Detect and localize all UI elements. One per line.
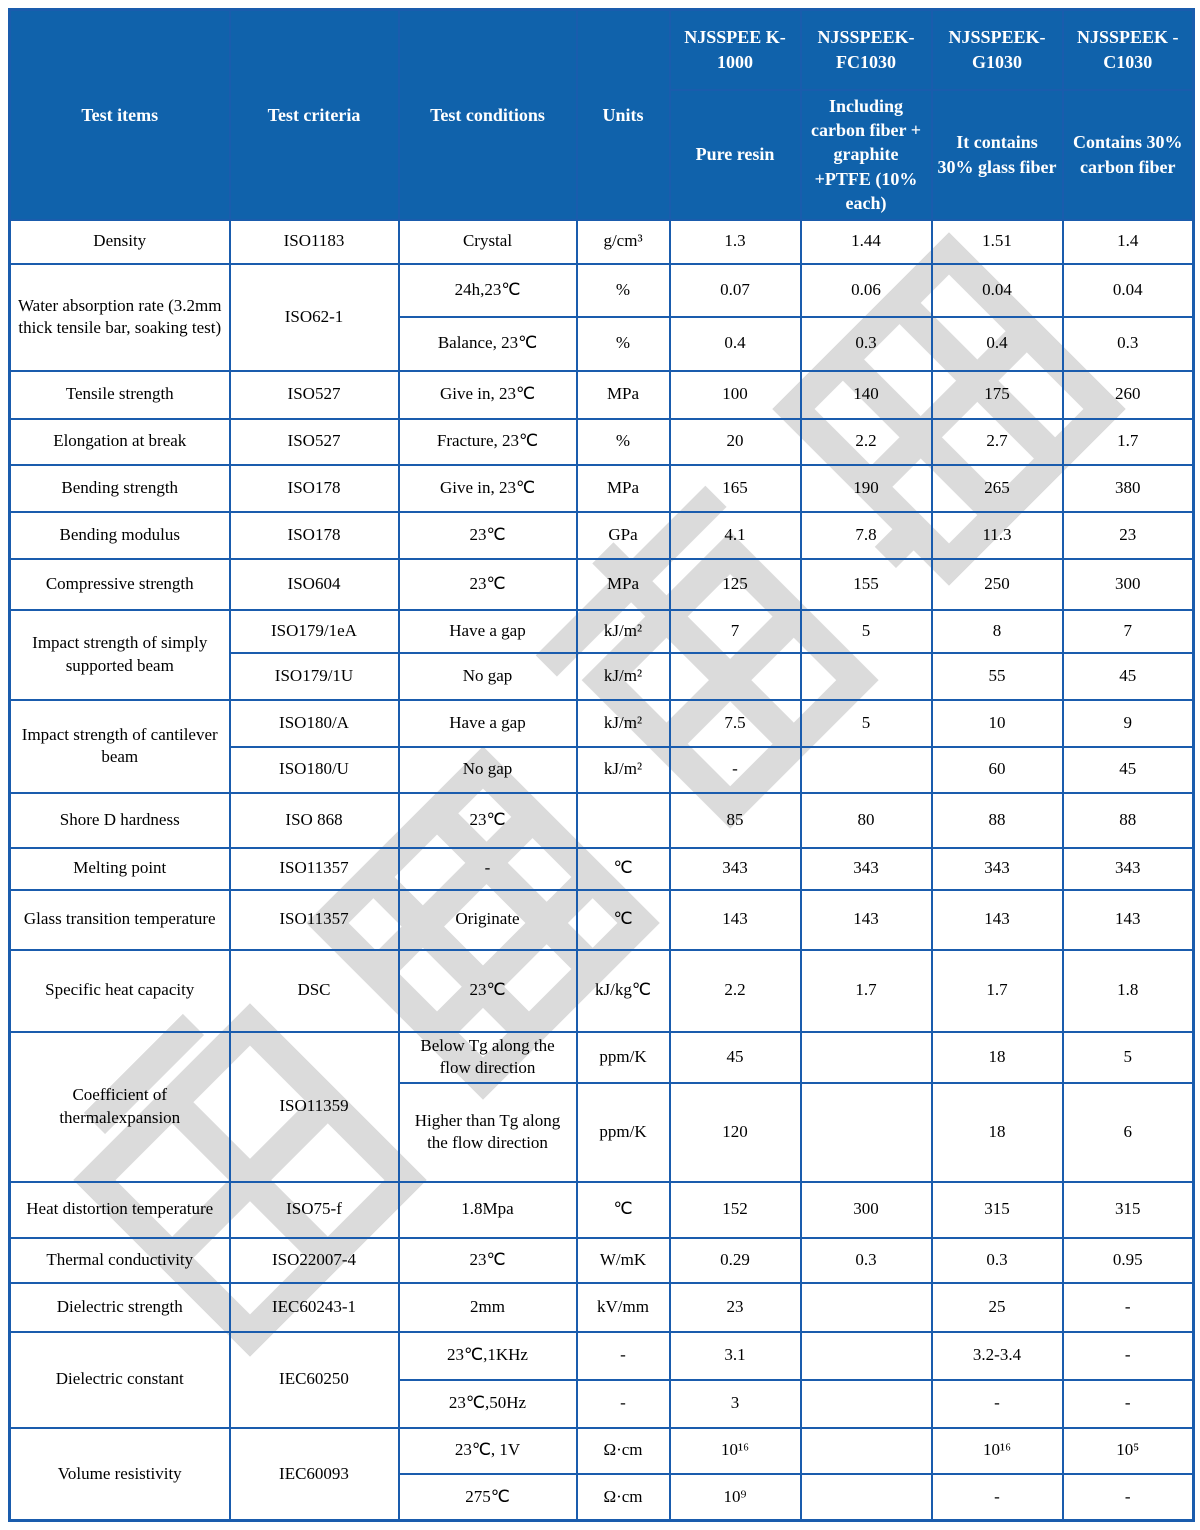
value-cell: 85: [670, 793, 801, 848]
header-test-conditions: Test conditions: [399, 10, 577, 220]
value-cell: 88: [1063, 793, 1194, 848]
header-product-desc: Including carbon fiber + graphite +PTFE (10% each): [801, 90, 932, 220]
units-cell: ℃: [577, 1182, 670, 1238]
table-row: [10, 1182, 1194, 1238]
item-cell: Bending modulus: [10, 512, 230, 559]
value-cell: 10⁹: [670, 1474, 801, 1521]
value-cell: 45: [1063, 653, 1194, 700]
units-cell: kJ/m²: [577, 653, 670, 700]
value-cell: 60: [932, 747, 1063, 793]
value-cell: -: [670, 747, 801, 793]
value-cell: 0.4: [670, 317, 801, 371]
units-cell: MPa: [577, 559, 670, 610]
item-cell: Elongation at break: [10, 419, 230, 465]
condition-cell: Higher than Tg along the flow direction: [399, 1083, 577, 1182]
table-row: [10, 220, 1194, 264]
item-cell: Melting point: [10, 848, 230, 890]
condition-cell: Have a gap: [399, 610, 577, 653]
value-cell: 300: [1063, 559, 1194, 610]
criteria-cell: DSC: [230, 950, 399, 1032]
units-cell: MPa: [577, 465, 670, 512]
criteria-cell: IEC60250: [230, 1332, 399, 1428]
item-cell: Compressive strength: [10, 559, 230, 610]
value-cell: 8: [932, 610, 1063, 653]
value-cell: 380: [1063, 465, 1194, 512]
condition-cell: -: [399, 848, 577, 890]
table-row: [10, 610, 1194, 653]
value-cell: 20: [670, 419, 801, 465]
value-cell: 143: [932, 890, 1063, 950]
value-cell: 152: [670, 1182, 801, 1238]
condition-cell: 2mm: [399, 1283, 577, 1332]
value-cell: 343: [932, 848, 1063, 890]
item-cell: Density: [10, 220, 230, 264]
item-cell: Thermal conductivity: [10, 1238, 230, 1283]
value-cell: [801, 1032, 932, 1083]
header-row-products: [10, 10, 1194, 90]
value-cell: 155: [801, 559, 932, 610]
criteria-cell: ISO178: [230, 512, 399, 559]
criteria-cell: ISO 868: [230, 793, 399, 848]
value-cell: 18: [932, 1083, 1063, 1182]
value-cell: 140: [801, 371, 932, 419]
condition-cell: Originate: [399, 890, 577, 950]
value-cell: [801, 1283, 932, 1332]
units-cell: g/cm³: [577, 220, 670, 264]
value-cell: 88: [932, 793, 1063, 848]
value-cell: 1.8: [1063, 950, 1194, 1032]
value-cell: -: [932, 1474, 1063, 1521]
value-cell: 11.3: [932, 512, 1063, 559]
condition-cell: 23℃: [399, 793, 577, 848]
value-cell: 5: [801, 700, 932, 747]
value-cell: [801, 1428, 932, 1474]
value-cell: 4.1: [670, 512, 801, 559]
value-cell: 1.3: [670, 220, 801, 264]
table-row: [10, 512, 1194, 559]
header-test-criteria: Test criteria: [230, 10, 399, 220]
value-cell: [670, 653, 801, 700]
criteria-cell: ISO62-1: [230, 264, 399, 371]
value-cell: 315: [932, 1182, 1063, 1238]
item-cell: Heat distortion temperature: [10, 1182, 230, 1238]
condition-cell: Crystal: [399, 220, 577, 264]
value-cell: 5: [1063, 1032, 1194, 1083]
criteria-cell: ISO180/A: [230, 700, 399, 747]
header-product-desc: It contains 30% glass fiber: [932, 90, 1063, 220]
value-cell: [801, 1380, 932, 1428]
value-cell: 0.3: [1063, 317, 1194, 371]
header-product-desc: Contains 30% carbon fiber: [1063, 90, 1194, 220]
value-cell: 7.8: [801, 512, 932, 559]
item-cell: Dielectric strength: [10, 1283, 230, 1332]
value-cell: [801, 1083, 932, 1182]
value-cell: -: [932, 1380, 1063, 1428]
value-cell: 0.29: [670, 1238, 801, 1283]
value-cell: 175: [932, 371, 1063, 419]
criteria-cell: ISO11357: [230, 890, 399, 950]
value-cell: 265: [932, 465, 1063, 512]
value-cell: [801, 1332, 932, 1380]
units-cell: kJ/m²: [577, 610, 670, 653]
table-row: [10, 1238, 1194, 1283]
units-cell: %: [577, 317, 670, 371]
value-cell: 3.2-3.4: [932, 1332, 1063, 1380]
value-cell: 0.3: [801, 1238, 932, 1283]
condition-cell: No gap: [399, 653, 577, 700]
value-cell: 6: [1063, 1083, 1194, 1182]
condition-cell: Fracture, 23℃: [399, 419, 577, 465]
criteria-cell: ISO527: [230, 371, 399, 419]
units-cell: GPa: [577, 512, 670, 559]
value-cell: 0.04: [932, 264, 1063, 317]
table-header: [10, 10, 1194, 220]
condition-cell: 23℃: [399, 950, 577, 1032]
criteria-cell: ISO22007-4: [230, 1238, 399, 1283]
criteria-cell: ISO11359: [230, 1032, 399, 1182]
criteria-cell: ISO75-f: [230, 1182, 399, 1238]
units-cell: ppm/K: [577, 1083, 670, 1182]
value-cell: 0.3: [801, 317, 932, 371]
condition-cell: Give in, 23℃: [399, 371, 577, 419]
header-product-name: NJSSPEEK -C1030: [1063, 10, 1194, 90]
value-cell: 5: [801, 610, 932, 653]
item-cell: Glass transition temperature: [10, 890, 230, 950]
value-cell: 45: [1063, 747, 1194, 793]
condition-cell: 23℃, 1V: [399, 1428, 577, 1474]
condition-cell: 23℃: [399, 559, 577, 610]
value-cell: 9: [1063, 700, 1194, 747]
table-row: [10, 559, 1194, 610]
criteria-cell: ISO1183: [230, 220, 399, 264]
value-cell: 3.1: [670, 1332, 801, 1380]
value-cell: 0.4: [932, 317, 1063, 371]
condition-cell: Have a gap: [399, 700, 577, 747]
units-cell: W/mK: [577, 1238, 670, 1283]
condition-cell: Give in, 23℃: [399, 465, 577, 512]
item-cell: Impact strength of cantilever beam: [10, 700, 230, 793]
value-cell: 143: [1063, 890, 1194, 950]
header-product-name: NJSSPEEK-FC1030: [801, 10, 932, 90]
value-cell: 7: [670, 610, 801, 653]
units-cell: kJ/m²: [577, 747, 670, 793]
value-cell: 0.95: [1063, 1238, 1194, 1283]
units-cell: ℃: [577, 890, 670, 950]
header-test-items: Test items: [10, 10, 230, 220]
item-cell: Bending strength: [10, 465, 230, 512]
value-cell: 18: [932, 1032, 1063, 1083]
criteria-cell: ISO11357: [230, 848, 399, 890]
criteria-cell: IEC60243-1: [230, 1283, 399, 1332]
table-row: [10, 793, 1194, 848]
value-cell: 315: [1063, 1182, 1194, 1238]
table-row: [10, 465, 1194, 512]
units-cell: MPa: [577, 371, 670, 419]
table-row: [10, 371, 1194, 419]
header-product-name: NJSSPEE K-1000: [670, 10, 801, 90]
value-cell: [801, 747, 932, 793]
header-units: Units: [577, 10, 670, 220]
value-cell: 80: [801, 793, 932, 848]
criteria-cell: IEC60093: [230, 1428, 399, 1521]
item-cell: Volume resistivity: [10, 1428, 230, 1521]
value-cell: 190: [801, 465, 932, 512]
criteria-cell: ISO179/1eA: [230, 610, 399, 653]
criteria-cell: ISO179/1U: [230, 653, 399, 700]
value-cell: 3: [670, 1380, 801, 1428]
table-row: [10, 890, 1194, 950]
item-cell: Coefficient of thermalexpansion: [10, 1032, 230, 1182]
units-cell: -: [577, 1332, 670, 1380]
value-cell: -: [1063, 1474, 1194, 1521]
value-cell: 125: [670, 559, 801, 610]
value-cell: 120: [670, 1083, 801, 1182]
condition-cell: 23℃,1KHz: [399, 1332, 577, 1380]
value-cell: 23: [1063, 512, 1194, 559]
table-row: [10, 1332, 1194, 1380]
value-cell: 1.7: [1063, 419, 1194, 465]
criteria-cell: ISO178: [230, 465, 399, 512]
value-cell: -: [1063, 1380, 1194, 1428]
condition-cell: 23℃: [399, 1238, 577, 1283]
condition-cell: 275℃: [399, 1474, 577, 1521]
value-cell: 143: [670, 890, 801, 950]
units-cell: %: [577, 264, 670, 317]
value-cell: 45: [670, 1032, 801, 1083]
value-cell: 343: [670, 848, 801, 890]
value-cell: 1.7: [932, 950, 1063, 1032]
value-cell: 1.51: [932, 220, 1063, 264]
value-cell: [801, 653, 932, 700]
value-cell: 25: [932, 1283, 1063, 1332]
units-cell: kV/mm: [577, 1283, 670, 1332]
criteria-cell: ISO604: [230, 559, 399, 610]
value-cell: 1.44: [801, 220, 932, 264]
criteria-cell: ISO527: [230, 419, 399, 465]
item-cell: Tensile strength: [10, 371, 230, 419]
value-cell: 10¹⁶: [670, 1428, 801, 1474]
units-cell: %: [577, 419, 670, 465]
condition-cell: Balance, 23℃: [399, 317, 577, 371]
item-cell: Impact strength of simply supported beam: [10, 610, 230, 700]
table-row: [10, 1283, 1194, 1332]
value-cell: 260: [1063, 371, 1194, 419]
value-cell: 2.7: [932, 419, 1063, 465]
header-product-name: NJSSPEEK-G1030: [932, 10, 1063, 90]
condition-cell: 1.8Mpa: [399, 1182, 577, 1238]
condition-cell: 24h,23℃: [399, 264, 577, 317]
units-cell: [577, 793, 670, 848]
value-cell: 143: [801, 890, 932, 950]
table-row: [10, 1032, 1194, 1083]
condition-cell: No gap: [399, 747, 577, 793]
value-cell: 2.2: [801, 419, 932, 465]
value-cell: -: [1063, 1332, 1194, 1380]
value-cell: 7.5: [670, 700, 801, 747]
value-cell: 0.06: [801, 264, 932, 317]
criteria-cell: ISO180/U: [230, 747, 399, 793]
table-row: [10, 848, 1194, 890]
condition-cell: 23℃,50Hz: [399, 1380, 577, 1428]
value-cell: 165: [670, 465, 801, 512]
header-product-desc: Pure resin: [670, 90, 801, 220]
value-cell: 1.7: [801, 950, 932, 1032]
units-cell: Ω·cm: [577, 1474, 670, 1521]
value-cell: 55: [932, 653, 1063, 700]
units-cell: kJ/m²: [577, 700, 670, 747]
value-cell: 7: [1063, 610, 1194, 653]
units-cell: ℃: [577, 848, 670, 890]
value-cell: 2.2: [670, 950, 801, 1032]
value-cell: 1.4: [1063, 220, 1194, 264]
value-cell: 0.04: [1063, 264, 1194, 317]
value-cell: 100: [670, 371, 801, 419]
value-cell: 250: [932, 559, 1063, 610]
units-cell: Ω·cm: [577, 1428, 670, 1474]
value-cell: -: [1063, 1283, 1194, 1332]
item-cell: Shore D hardness: [10, 793, 230, 848]
value-cell: 10¹⁶: [932, 1428, 1063, 1474]
value-cell: 10: [932, 700, 1063, 747]
table-row: [10, 419, 1194, 465]
value-cell: 10⁵: [1063, 1428, 1194, 1474]
value-cell: [801, 1474, 932, 1521]
value-cell: 23: [670, 1283, 801, 1332]
item-cell: Dielectric constant: [10, 1332, 230, 1428]
value-cell: 343: [801, 848, 932, 890]
value-cell: 343: [1063, 848, 1194, 890]
table-row: [10, 1428, 1194, 1474]
table-row: [10, 264, 1194, 317]
item-cell: Water absorption rate (3.2mm thick tensile bar, soaking test): [10, 264, 230, 371]
units-cell: -: [577, 1380, 670, 1428]
condition-cell: 23℃: [399, 512, 577, 559]
units-cell: ppm/K: [577, 1032, 670, 1083]
value-cell: 0.07: [670, 264, 801, 317]
condition-cell: Below Tg along the flow direction: [399, 1032, 577, 1083]
table-row: [10, 700, 1194, 747]
spec-table: [8, 8, 1195, 1522]
value-cell: 300: [801, 1182, 932, 1238]
table-row: [10, 950, 1194, 1032]
item-cell: Specific heat capacity: [10, 950, 230, 1032]
units-cell: kJ/kg℃: [577, 950, 670, 1032]
value-cell: 0.3: [932, 1238, 1063, 1283]
